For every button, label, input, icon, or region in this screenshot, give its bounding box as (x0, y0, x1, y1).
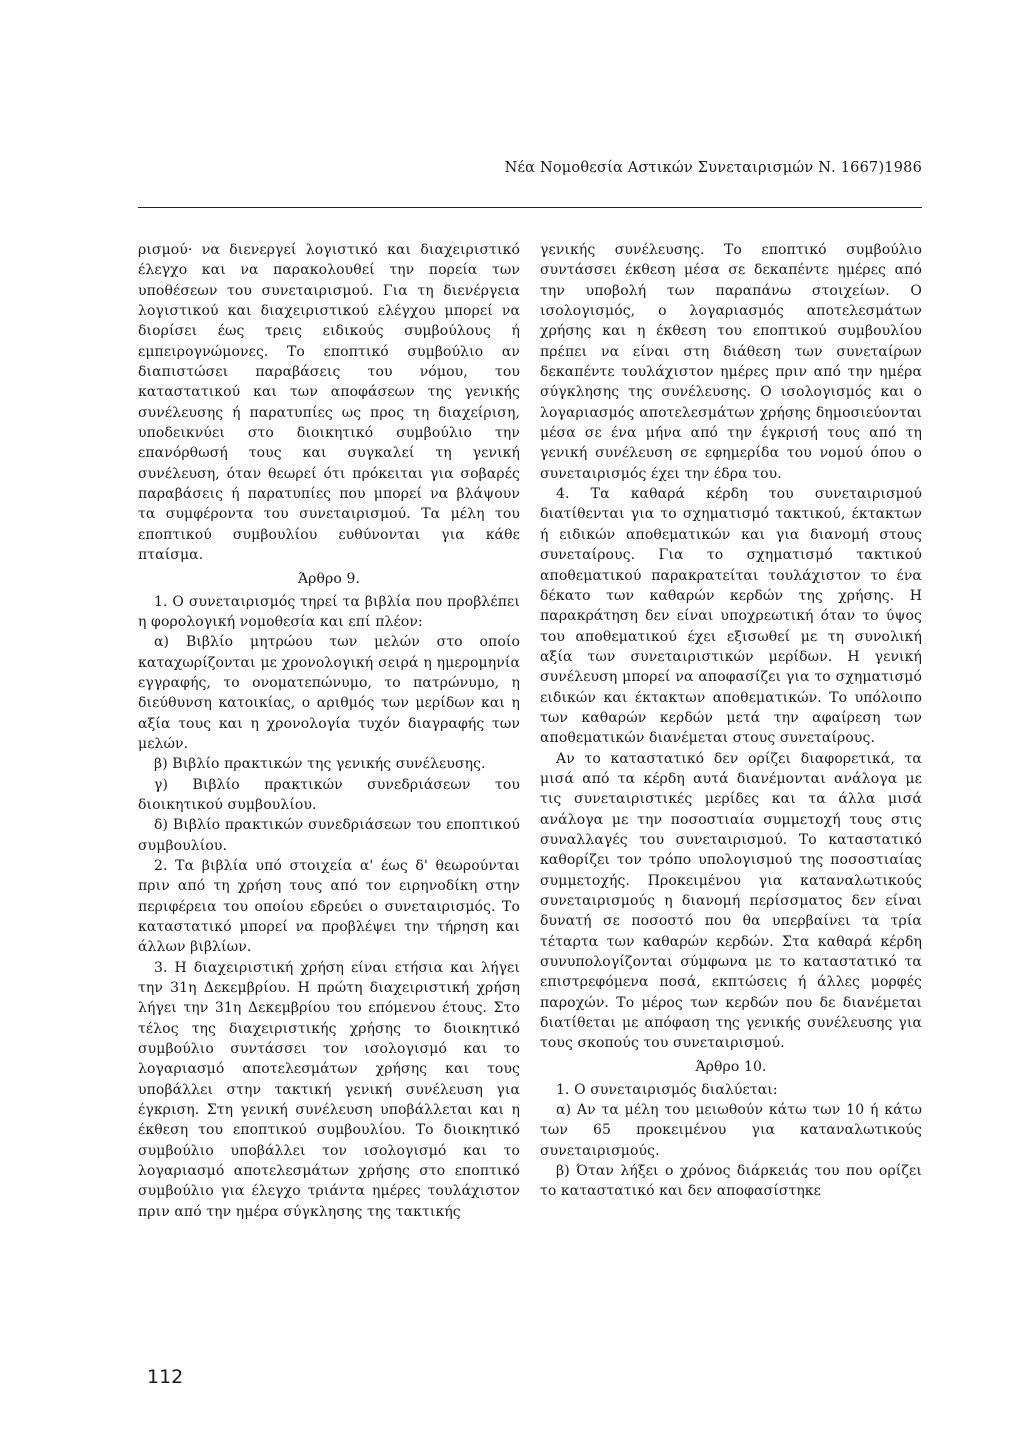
page-number: 112 (147, 1366, 184, 1388)
paragraph: 1. Ο συνεταιρισμός τηρεί τα βιβλία που προβλέπει η φορολογική νομοθεσία και επί πλέον: (138, 593, 520, 630)
list-item: δ) Βιβλίο πρακτικών συνεδριάσεων του εποπτικού συμβουλίου. (138, 817, 520, 854)
paragraph: ρισμού· να διενεργεί λογιστικό και διαχειριστικό έλεγχο και να παρακολουθεί την πορεία των υποθέσεων του συνεταιρισμού. Για τη διενέργεια λογιστικού και διαχειριστικού ελέγχου μπορεί να διορίσει έως τρεις ειδικούς συμβούλους ή εμπειρογνώμονες. Το εποπτικό συμβούλιο αν διαπιστώσει παραβάσεις του νόμου, του καταστατικού και των αποφάσεων της γενικής συνέλευσης ή παρατυπίες ως προς τη διαχείριση, υποδεικνύει στο διοικητικό συμβούλιο την επανόρθωσή τους και συγκαλεί τη γενική συνέλευση, όταν θεωρεί ότι πρόκειται για σοβαρές παραβάσεις ή παρατυπίες που μπορεί να βλάψουν τα συμφέροντα του συνεταιρισμού. Τα μέλη του εποπτικού συμβουλίου ευθύνονται για κάθε πταίσμα. (138, 242, 520, 564)
right-column (540, 240, 922, 1202)
left-column (138, 240, 520, 1222)
paragraph: 3. Η διαχειριστική χρήση είναι ετήσια και λήγει την 31η Δεκεμβρίου. Η πρώτη διαχειριστική χρήση λήγει την 31η Δεκεμβρίου του επόμενου έτους. Στο τέλος της διαχειριστικής χρήσης το διοικητικό συμβούλιο συντάσσει τον ισολογισμό και το λογαριασμό αποτελεσμάτων χρήσης και τους υποβάλλει στην τακτική γενική συνέλευση για έγκριση. Στη γενική συνέλευση υποβάλλεται και η έκθεση του εποπτικού συμβουλίου. Το διοικητικό συμβούλιο υποβάλλει τον ισολογισμό και το λογαριασμό αποτελεσμάτων χρήσης στο εποπτικό συμβούλιο για έλεγχο τριάντα ημέρες τουλάχιστον πριν από την ημέρα σύγκλησης της τακτικής (138, 959, 520, 1220)
running-head: Νέα Νομοθεσία Αστικών Συνεταιρισμών Ν. 1667)1986 (504, 160, 922, 176)
paragraph: γενικής συνέλευσης. Το εποπτικό συμβούλιο συντάσσει έκθεση μέσα σε δεκαπέντε ημέρες από την υποβολή των παραπάνω στοιχείων. Ο ισολογισμός, ο λογαριασμός αποτελεσμάτων χρήσης και η έκθεση του εποπτικού συμβουλίου πρέπει να είναι στη διάθεση των συνεταίρων δεκαπέντε τουλάχιστον ημέρες πριν από την ημέρα σύγκλησης της συνέλευσης. Ο ισολογισμός και ο λογαριασμός αποτελεσμάτων χρήσης δημοσιεύονται μέσα σε ένα μήνα από την έγκρισή τους από τη γενική συνέλευση σε εφημερίδα του νομού όπου ο συνεταιρισμός έχει την έδρα του. (540, 242, 922, 482)
header-rule (138, 207, 922, 208)
paragraph: 2. Τα βιβλία υπό στοιχεία α' έως δ' θεωρούνται πριν από τη χρήση τους από τον ειρηνοδίκη στην περιφέρεια του οποίου εδρεύει ο συνεταιρισμός. Το καταστατικό μπορεί να προβλέψει την τήρηση και άλλων βιβλίων. (138, 857, 520, 956)
list-item: β) Όταν λήξει ο χρόνος διάρκειάς του που ορίζει το καταστατικό και δεν αποφασίστηκε (540, 1163, 922, 1200)
paragraph: 1. Ο συνεταιρισμός διαλύεται: (556, 1081, 778, 1098)
list-item: β) Βιβλίο πρακτικών της γενικής συνέλευσης. (154, 756, 486, 773)
article-heading: Άρθρο 10. (695, 1058, 767, 1075)
article-heading: Άρθρο 9. (297, 570, 361, 587)
paragraph: 4. Τα καθαρά κέρδη του συνεταιρισμού διατίθενται για το σχηματισμό τακτικού, έκτακτων ή ειδικών αποθεματικών και για διανομή στους συνεταίρους. Για το σχηματισμό τακτικού αποθεματικού παρακρατείται τουλάχιστον το ένα δέκατο των καθαρών κερδών της χρήσης. Η παρακράτηση δεν είναι υποχρεωτική όταν το ύψος του αποθεματικού έχει εξισωθεί με τη συνολική αξία των συνεταιριστικών μερίδων. Η γενική συνέλευση μπορεί να αποφασίζει για το σχηματισμό ειδικών και έκτακτων αποθεματικών. Το υπόλοιπο των καθαρών κερδών μετά την αφαίρεση των αποθεματικών διανέμεται στους συνεταίρους. (540, 486, 922, 747)
list-item: α) Βιβλίο μητρώου των μελών στο οποίο καταχωρίζονται με χρονολογική σειρά η ημερομηνία εγγραφής, το ονοματεπώνυμο, το πατρώνυμο, η διεύθυνση κατοικίας, ο αριθμός των μερίδων και η αξία τους και η χρονολογία τυχόν διαγραφής των μελών. (138, 634, 520, 752)
paragraph: Αν το καταστατικό δεν ορίζει διαφορετικά, τα μισά από τα κέρδη αυτά διανέμονται ανάλογα με τις συνεταιριστικές μερίδες και τα άλλα μισά ανάλογα με την ποσοστιαία συμμετοχή τους στις συναλλαγές του συνεταιρισμού. Το καταστατικό καθορίζει τον τρόπο υπολογισμού της ποσοστιαίας συμμετοχής. Προκειμένου για καταναλωτικούς συνεταιρισμούς η διανομή περίσσματος δεν είναι δυνατή σε ποσοστό που θα υπερβαίνει τα τρία τέταρτα των καθαρών κερδών. Στα καθαρά κέρδη συνυπολογίζονται σύμφωνα με το καταστατικό τα επιστρεφόμενα ποσά, εκπτώσεις ή άλλες μορφές παροχών. Το μέρος των κερδών που δε διανέμεται διατίθεται με απόφαση της γενικής συνέλευσης για τους σκοπούς του συνεταιρισμού. (540, 750, 922, 1052)
list-item: α) Αν τα μέλη του μειωθούν κάτω των 10 ή κάτω των 65 προκειμένου για καταναλωτικούς συνεταιρισμούς. (540, 1102, 922, 1159)
list-item: γ) Βιβλίο πρακτικών συνεδριάσεων του διοικητικού συμβουλίου. (138, 776, 520, 813)
